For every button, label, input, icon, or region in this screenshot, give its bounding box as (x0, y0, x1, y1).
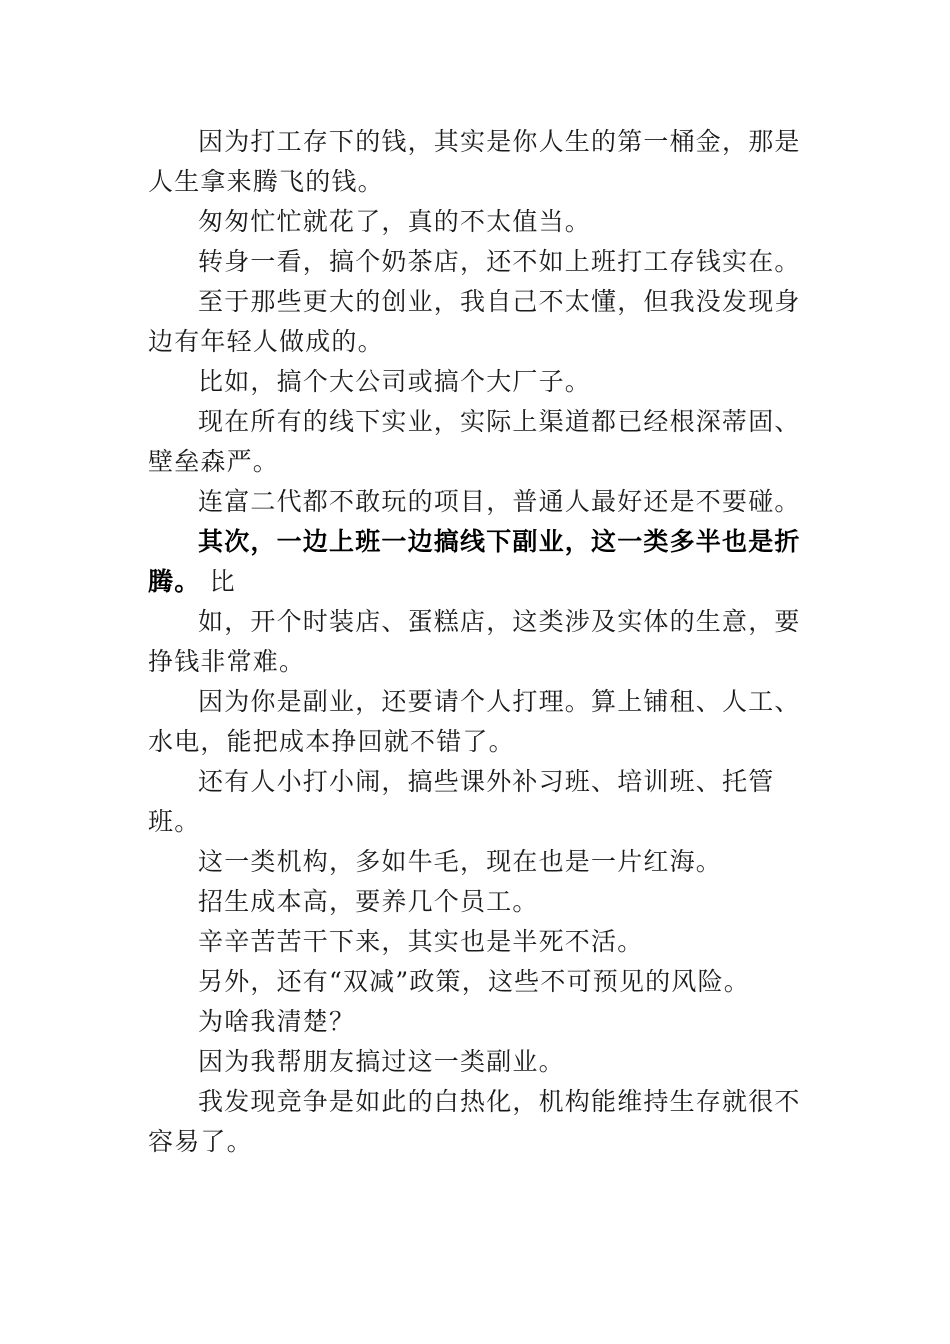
paragraph: 另外，还有“双减”政策，这些不可预见的风险。 (198, 967, 750, 996)
paragraph: 因为你是副业，还要请个人打理。算上铺租、人工、水电，能把成本挣回就不错了。 (148, 687, 801, 756)
paragraph: 转身一看，搞个奶茶店，还不如上班打工存钱实在。 (198, 247, 801, 276)
document-body (148, 122, 810, 1162)
paragraph: 这一类机构，多如牛毛，现在也是一片红海。 (198, 847, 723, 876)
paragraph: 比如，搞个大公司或搞个大厂子。 (198, 367, 592, 396)
paragraph-continuation: 比 (209, 567, 236, 596)
paragraph: 匆匆忙忙就花了，真的不太值当。 (198, 207, 592, 236)
paragraph: 现在所有的线下实业，实际上渠道都已经根深蒂固、壁垒森严。 (148, 407, 801, 476)
paragraph: 至于那些更大的创业，我自己不太懂，但我没发现身边有年轻人做成的。 (148, 287, 801, 356)
paragraph: 因为打工存下的钱，其实是你人生的第一桶金，那是人生拿来腾飞的钱。 (148, 127, 801, 196)
bold-paragraph (148, 522, 810, 602)
paragraph: 招生成本高，要养几个员工。 (198, 887, 539, 916)
paragraph: 连富二代都不敢玩的项目，普通人最好还是不要碰。 (198, 487, 801, 516)
paragraph: 我发现竞争是如此的白热化，机构能维持生存就很不容易了。 (148, 1087, 801, 1156)
paragraph-wrap-line-2: 挣钱非常难。 (148, 647, 306, 676)
paragraph: 因为我帮朋友搞过这一类副业。 (198, 1047, 565, 1076)
bold-heading-text: 其次，一边上班一边搞线下副业，这一类多半也是折腾。 (148, 527, 801, 596)
paragraph: 还有人小打小闹，搞些课外补习班、培训班、托管班。 (148, 767, 775, 836)
paragraph: 辛辛苦苦干下来，其实也是半死不活。 (198, 927, 644, 956)
paragraph: 为啥我清楚？ (198, 1007, 356, 1036)
paragraph-wrap-line-1: 如，开个时装店、蛋糕店，这类涉及实体的生意，要 (198, 607, 801, 636)
